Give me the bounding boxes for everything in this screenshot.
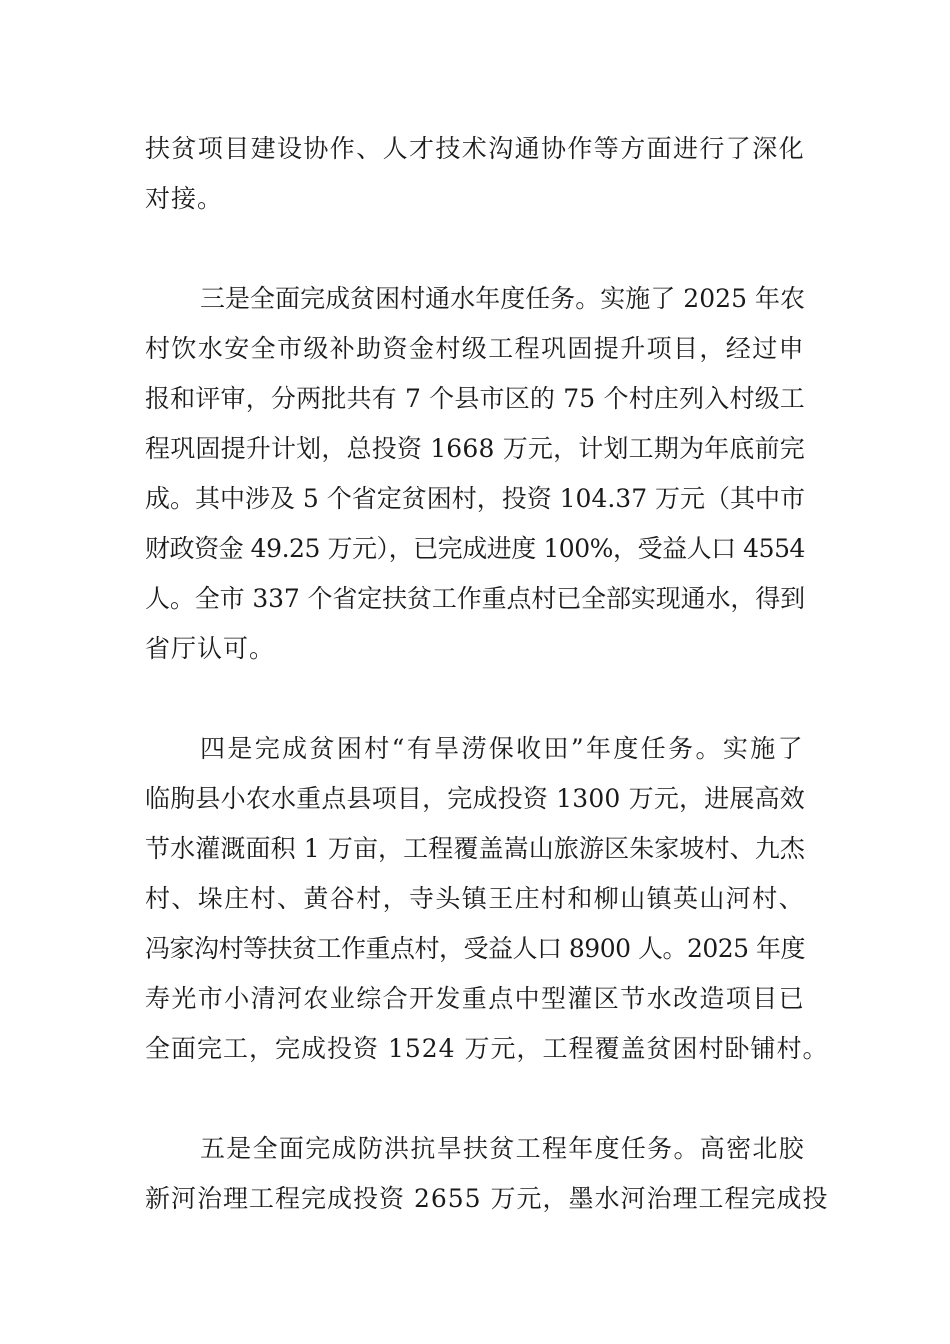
text-line: 四是完成贫困村“有旱涝保收田”年度任务。实施了 <box>200 734 805 763</box>
text-line: 五是全面完成防洪抗旱扶贫工程年度任务。高密北胶 <box>200 1134 805 1163</box>
text-line: 成。其中涉及 5 个省定贫困村，投资 104.37 万元（其中市 <box>145 484 805 513</box>
text-line: 冯家沟村等扶贫工作重点村，受益人口 8900 人。2025 年度 <box>145 934 805 963</box>
text-line: 扶贫项目建设协作、人才技术沟通协作等方面进行了深化 <box>145 134 805 163</box>
text-line: 全面完工，完成投资 1524 万元，工程覆盖贫困村卧铺村。 <box>145 1034 829 1063</box>
text-line: 人。全市 337 个省定扶贫工作重点村已全部实现通水，得到 <box>145 584 805 613</box>
text-line: 村、垛庄村、黄谷村，寺头镇王庄村和柳山镇英山河村、 <box>145 884 805 913</box>
text-line: 三是全面完成贫困村通水年度任务。实施了 2025 年农 <box>200 284 805 313</box>
text-line: 村饮水安全市级补助资金村级工程巩固提升项目，经过申 <box>145 334 805 363</box>
text-line: 寿光市小清河农业综合开发重点中型灌区节水改造项目已 <box>145 984 805 1013</box>
text-line: 对接。 <box>145 184 224 213</box>
text-line: 新河治理工程完成投资 2655 万元，墨水河治理工程完成投 <box>145 1184 829 1213</box>
text-line: 临朐县小农水重点县项目，完成投资 1300 万元，进展高效 <box>145 784 805 813</box>
text-line: 程巩固提升计划，总投资 1668 万元，计划工期为年底前完 <box>145 434 805 463</box>
text-line: 节水灌溉面积 1 万亩，工程覆盖嵩山旅游区朱家坡村、九杰 <box>145 834 805 863</box>
text-line: 财政资金 49.25 万元），已完成进度 100%，受益人口 4554 <box>145 534 805 563</box>
text-line: 报和评审，分两批共有 7 个县市区的 75 个村庄列入村级工 <box>145 384 805 413</box>
text-line: 省厅认可。 <box>145 634 276 663</box>
